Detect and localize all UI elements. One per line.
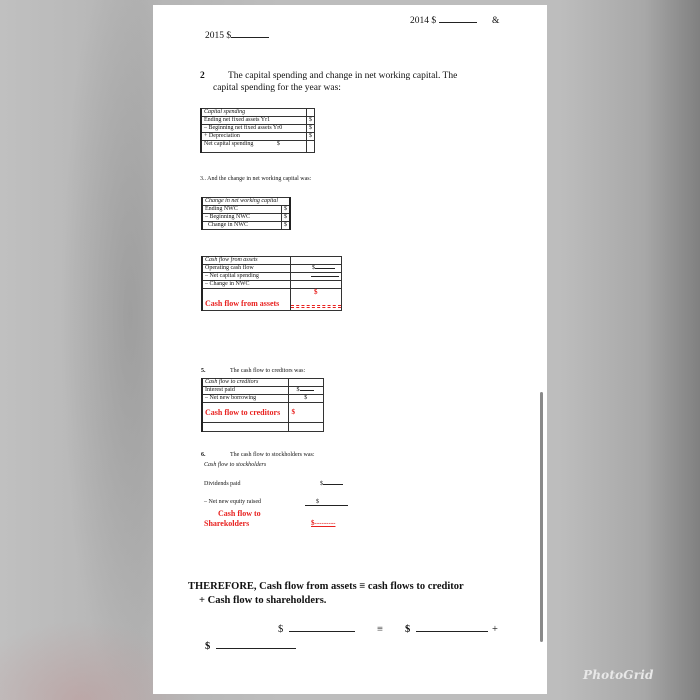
table-row-label: Change in NWC [202,222,282,230]
empty-cell [307,109,315,117]
net-capital-spending-cfa-input[interactable] [290,273,342,281]
cfc-table-title: Cash flow to creditors [202,379,288,387]
cfs-total-label-line2: Sharekolders [204,519,250,528]
cash-flow-creditors-table [201,378,324,432]
eq-plus-sign: + [492,624,498,635]
q2-text-line2: capital spending for the year was: [213,83,341,93]
table-row-label: Operating cash flow [202,265,290,273]
q5-number: 5. [201,368,206,374]
vertical-scrollbar[interactable] [540,392,543,642]
q6-text: The cash flow to stockholders was: [230,452,315,458]
dollar-sign: $ [316,499,319,505]
table-row-label: Ending net fixed assets Yr1 [201,117,307,125]
dollar-sign: $ [312,265,315,271]
depreciation-input[interactable]: $ [307,133,315,141]
input-blank [323,484,343,485]
ending-nwc-input[interactable]: $ [282,206,291,214]
cash-flow-assets-table [201,256,342,311]
cfc-total-label: Cash flow to creditors [202,403,288,423]
year-2014-label: 2014 $ [410,16,437,26]
capital-spending-table [200,108,315,153]
double-underline [291,305,342,308]
photogrid-watermark: PhotoGrid [583,668,654,682]
q6-number: 6. [201,452,206,458]
input-blank [300,390,314,391]
background-shadow [60,0,160,700]
table-row-label: Net capital spending [204,141,254,147]
conclusion-line1: THEREFORE, Cash flow from assets ≡ cash flows to creditor [188,581,464,592]
equity-label: – Net new equity raised [204,499,261,505]
year-2015-blank[interactable] [231,37,269,38]
table-row-label: – Net capital spending [202,273,290,281]
ampersand: & [492,16,500,26]
table-row-label: Ending NWC [202,206,282,214]
dollar-sign: $ [405,624,411,635]
year-2015-line [205,31,269,41]
nwc-table-title: Change in net working capital [202,198,290,206]
cfa-total-label: Cash flow from assets [202,289,290,311]
empty-cell [307,141,315,153]
dollar-sign: $ [205,641,211,652]
dollar-sign: $ [278,624,284,635]
cfs-total-value[interactable]: $--------- [311,519,336,527]
net-capital-spending-row [201,141,307,153]
input-blank [289,631,355,632]
table-row-label: Interest paid [202,387,288,395]
eq-shareholders-field[interactable] [205,641,296,652]
dollar-sign: $ [296,387,300,393]
cfa-total-value: $ [314,288,318,296]
input-blank [315,268,335,269]
table-row-label: + Depreciation [201,133,307,141]
eq-creditors-field[interactable] [405,624,488,635]
table-row-label: – Beginning net fixed assets Yr0 [201,125,307,133]
conclusion-line2: + Cash flow to shareholders. [199,595,327,606]
dollar-sign: $ [320,481,323,487]
nwc-table [201,197,291,230]
cfa-table-title: Cash flow from assets [202,257,290,265]
input-blank [311,276,339,277]
q2-number: 2 [200,71,205,81]
year-2014-line [410,16,477,26]
dividends-input[interactable] [320,481,343,487]
year-2014-blank[interactable] [439,22,477,23]
table-row-label: – Net new borrowing [202,395,288,403]
table-row-label: – Beginning NWC [202,214,282,222]
beginning-fixed-assets-input[interactable]: $ [307,125,315,133]
cfa-total-cell[interactable] [290,289,342,311]
q2-text-line1: The capital spending and change in net working capital. The [228,71,458,81]
eq-cfa-field[interactable] [278,624,355,635]
empty-cell [202,423,288,432]
empty-cell [288,423,324,432]
input-blank [216,648,296,649]
q6-subtitle: Cash flow to stockholders [204,462,267,468]
dividends-label: Dividends paid [204,481,241,487]
operating-cash-flow-input[interactable] [290,265,342,273]
capital-spending-title: Capital spending [201,109,307,117]
cfc-total-value[interactable]: $ [288,403,324,423]
ending-fixed-assets-input[interactable]: $ [307,117,315,125]
input-blank [416,631,488,632]
interest-paid-input[interactable] [288,387,324,395]
q5-text: The cash flow to creditors was: [230,368,306,374]
year-2015-label: 2015 $ [205,31,232,41]
empty-cell [290,257,342,265]
table-row-label: – Change in NWC [202,281,290,289]
eq-equivalence-sign: ≡ [377,624,383,635]
net-capital-spending-input[interactable]: $ [276,141,280,147]
net-new-borrowing-input[interactable]: $ [288,395,324,403]
change-nwc-input[interactable]: $ [282,222,291,230]
cfs-total-label-line1: Cash flow to [218,509,261,518]
q3-text: 3.. And the change in net working capital was: [200,176,312,182]
equity-input[interactable] [305,499,348,506]
beginning-nwc-input[interactable]: $ [282,214,291,222]
empty-cell [288,379,324,387]
